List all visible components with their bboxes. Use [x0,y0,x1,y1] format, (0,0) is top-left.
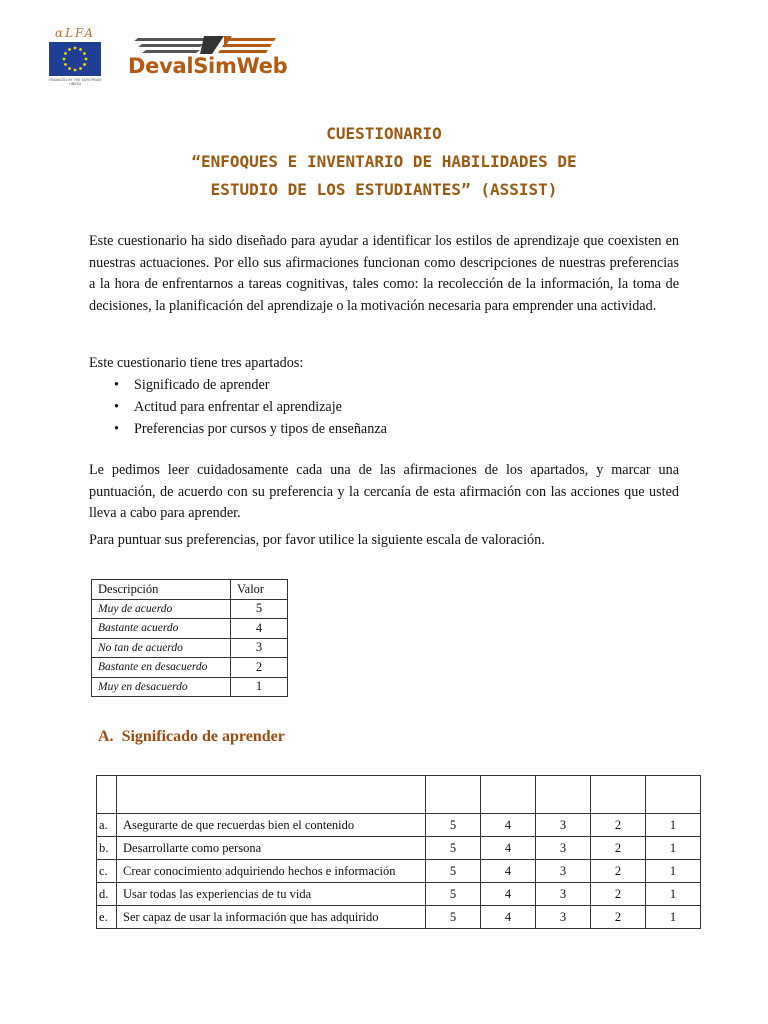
eu-star-icon [85,58,88,61]
eu-flag-icon [49,42,101,76]
rating-option-5[interactable]: 5 [426,837,481,860]
document-title [0,120,768,204]
table-row [92,599,288,619]
eu-star-icon [74,69,77,72]
section-letter: A. [98,728,114,745]
eu-star-icon [68,48,71,51]
rating-option-4[interactable]: 4 [481,883,536,906]
devalsimweb-logo-text: DevalSimWeb [128,54,288,78]
rating-option-5[interactable]: 5 [426,906,481,929]
eu-star-icon [64,63,67,66]
rating-option-2[interactable]: 2 [591,814,646,837]
table-row [97,860,701,883]
rating-option-5[interactable]: 5 [426,860,481,883]
scale-description: Bastante acuerdo [92,619,231,639]
scale-value: 1 [231,677,288,697]
table-row [97,837,701,860]
rating-option-5[interactable]: 5 [426,883,481,906]
list-item: • Actitud para enfrentar el aprendizaje [114,396,387,418]
scale-value: 2 [231,658,288,678]
row-statement: Usar todas las experiencias de tu vida [117,883,426,906]
eu-star-icon [83,63,86,66]
alfa-logo-text: αLFA [54,26,96,40]
intro-paragraph: Este cuestionario ha sido diseñado para ayudar a identificar los estilos de aprendizaje que coexisten en nuestras actuaciones. Por ello sus afirmaciones funcionan como descripciones de nuestras preferencias a la hora de enfrentarnos a tareas cognitivas, tales como: la recolección de la información, la toma de decisiones, la planificación del aprendizaje o la motivación necesaria para emprender una actividad. [89,233,679,314]
eu-star-icon [79,48,82,51]
eu-star-icon [79,67,82,70]
table-row [92,658,288,678]
rating-option-3[interactable]: 3 [536,837,591,860]
row-statement: Crear conocimiento adquiriendo hechos e información [117,860,426,883]
rating-option-3[interactable]: 3 [536,860,591,883]
row-statement: Asegurarte de que recuerdas bien el contenido [117,814,426,837]
title-line-1: CUESTIONARIO [326,124,442,143]
rating-option-5[interactable]: 5 [426,814,481,837]
row-letter: a. [97,814,117,837]
rating-option-3[interactable]: 3 [536,814,591,837]
rating-option-4[interactable]: 4 [481,837,536,860]
title-line-2: “ENFOQUES E INVENTARIO DE HABILIDADES DE [191,152,577,171]
instructions-paragraph: Le pedimos leer cuidadosamente cada una de las afirmaciones de los apartados, y marcar una puntuación, de acuerdo con su preferencia y la cercanía de esta afirmación con las acciones que usted lleva a cabo para aprender. [89,462,679,521]
list-item: • Preferencias por cursos y tipos de enseñanza [114,418,387,440]
rating-option-1[interactable]: 1 [646,814,701,837]
sections-list [114,374,387,440]
scale-value: 4 [231,619,288,639]
section-title: Significado de aprender [121,728,285,745]
rating-option-3[interactable]: 3 [536,883,591,906]
list-item: • Significado de aprender [114,374,387,396]
row-letter: e. [97,906,117,929]
header-cell: Descripción [92,580,231,600]
scale-description: No tan de acuerdo [92,638,231,658]
rating-option-2[interactable]: 2 [591,883,646,906]
table-header-row [92,580,288,600]
scale-value: 5 [231,599,288,619]
section-a-heading [98,728,285,746]
table-header-row [97,776,701,814]
header-cell: Valor [231,580,288,600]
scale-description: Bastante en desacuerdo [92,658,231,678]
row-letter: d. [97,883,117,906]
scale-description: Muy en desacuerdo [92,677,231,697]
row-statement: Desarrollarte como persona [117,837,426,860]
scale-description: Muy de acuerdo [92,599,231,619]
rating-scale-table [91,579,288,697]
eu-star-icon [74,47,77,50]
eu-star-icon [64,52,67,55]
devalsimweb-wing-icon [128,34,278,56]
rating-option-1[interactable]: 1 [646,860,701,883]
rating-option-4[interactable]: 4 [481,814,536,837]
table-row [97,814,701,837]
sections-intro: Este cuestionario tiene tres apartados: [89,355,304,371]
table-row [92,677,288,697]
rating-option-1[interactable]: 1 [646,906,701,929]
eu-star-icon [68,67,71,70]
eu-caption: FINANCED BY THE EUROPEAN UNION [49,78,101,86]
table-row [92,619,288,639]
scale-value: 3 [231,638,288,658]
row-statement: Ser capaz de usar la información que has adquirido [117,906,426,929]
table-row [97,906,701,929]
scale-intro: Para puntuar sus preferencias, por favor utilice la siguiente escala de valoración. [89,532,545,548]
rating-option-4[interactable]: 4 [481,906,536,929]
title-line-3: ESTUDIO DE LOS ESTUDIANTES” (ASSIST) [210,180,558,199]
eu-star-icon [63,58,66,61]
rating-option-2[interactable]: 2 [591,906,646,929]
rating-option-3[interactable]: 3 [536,906,591,929]
table-row [97,883,701,906]
rating-option-2[interactable]: 2 [591,860,646,883]
rating-option-1[interactable]: 1 [646,883,701,906]
row-letter: b. [97,837,117,860]
rating-option-1[interactable]: 1 [646,837,701,860]
rating-option-4[interactable]: 4 [481,860,536,883]
section-a-table [96,775,701,929]
header-logos [48,26,288,96]
table-row [92,638,288,658]
row-letter: c. [97,860,117,883]
rating-option-2[interactable]: 2 [591,837,646,860]
eu-star-icon [83,52,86,55]
